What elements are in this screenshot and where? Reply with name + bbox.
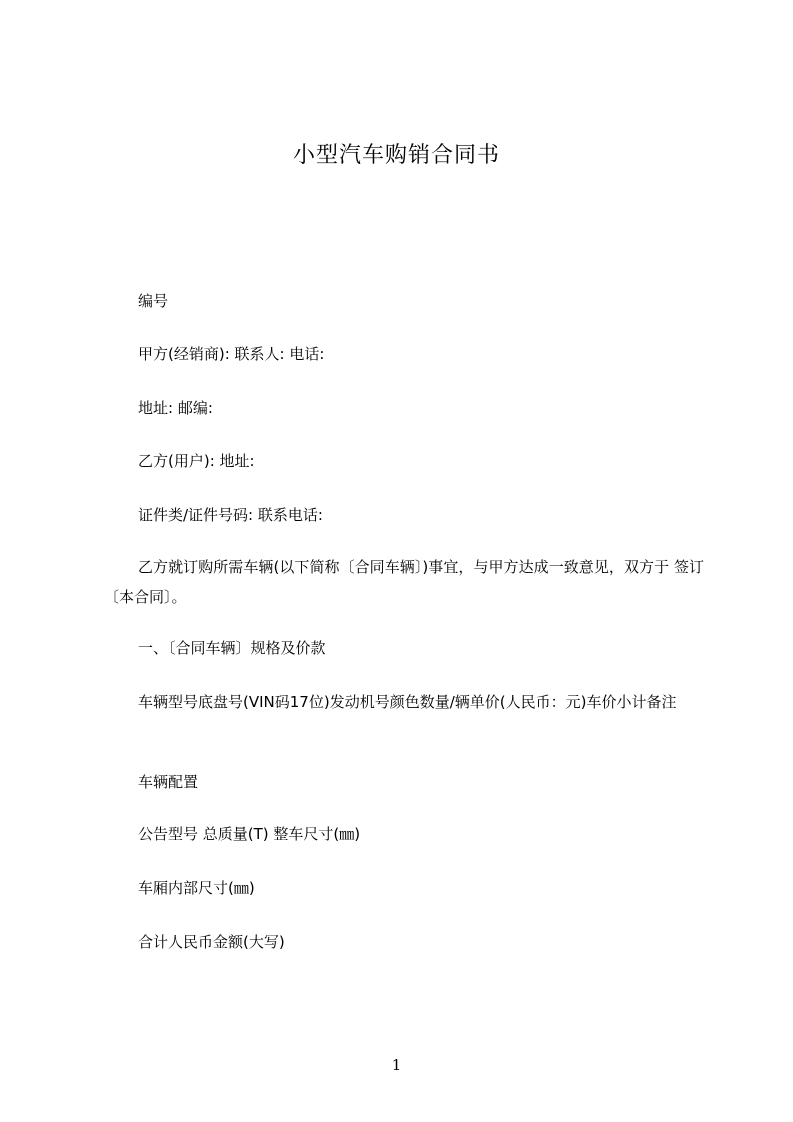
id-info-line: 证件类/证件号码: 联系电话: bbox=[138, 506, 323, 524]
vehicle-config-line: 车辆配置 bbox=[138, 773, 199, 791]
party-a-address-line: 地址: 邮编: bbox=[138, 399, 213, 417]
party-a-line: 甲方(经销商): 联系人: 电话: bbox=[138, 345, 325, 363]
cargo-size-line: 车厢内部尺寸(㎜) bbox=[138, 879, 255, 897]
announcement-line: 公告型号 总质量(T) 整车尺寸(㎜) bbox=[138, 825, 361, 843]
party-b-line: 乙方(用户): 地址: bbox=[138, 452, 255, 470]
total-amount-line: 合计人民币金额(大写) bbox=[138, 933, 285, 951]
vehicle-table-header: 车辆型号底盘号(VIN码17位)发动机号颜色数量/辆单价(人民币：元)车价小计备注 bbox=[138, 693, 677, 711]
section-one-heading: 一、〔合同车辆〕规格及价款 bbox=[138, 639, 326, 657]
page-number: 1 bbox=[391, 1056, 402, 1074]
intro-paragraph: 乙方就订购所需车辆(以下简称〔合同车辆〕)事宜，与甲方达成一致意见，双方于 签订〔本合同〕。 bbox=[104, 558, 704, 606]
contract-number-line: 编号 bbox=[138, 292, 169, 310]
document-title: 小型汽车购销合同书 bbox=[292, 143, 500, 168]
